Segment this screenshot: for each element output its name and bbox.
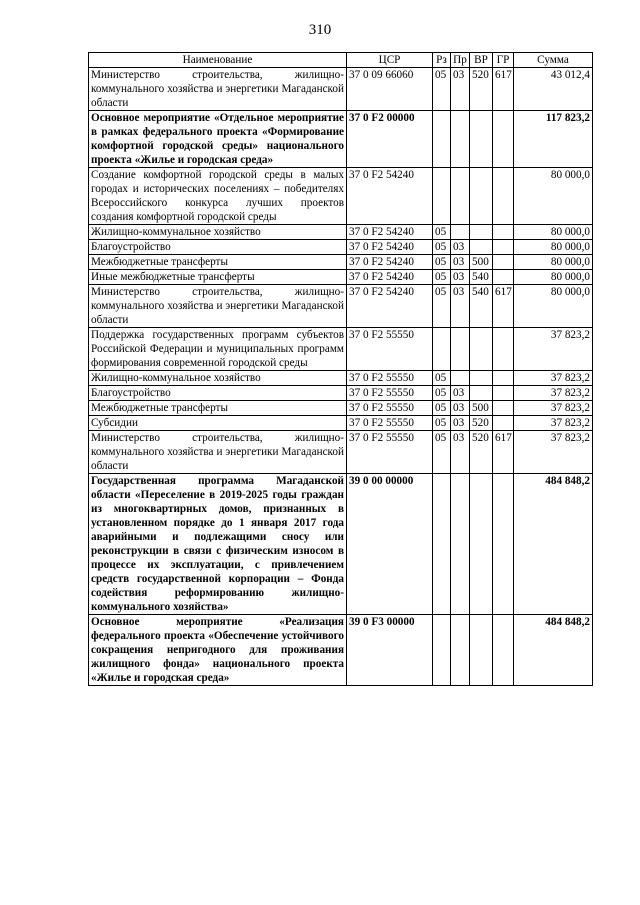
- cell-name: Министерство строительства, жилищно-коммунального хозяйства и энергетики Магаданской области: [89, 68, 347, 111]
- cell-name: Создание комфортной городской среды в малых городах и исторических поселениях – победителях Всероссийского конкурса лучших проектов создания комфортной городской среды: [89, 168, 347, 225]
- cell-vr: 520: [470, 68, 493, 111]
- cell-name: Основное мероприятие «Отдельное мероприятие в рамках федерального проекта «Формирование комфортной городской среды» национального проекта «Жилье и городская среда»: [89, 111, 347, 168]
- cell-pr: 03: [451, 68, 470, 111]
- cell-name: Иные межбюджетные трансферты: [89, 270, 347, 285]
- header-sum: Сумма: [514, 53, 593, 68]
- cell-vr: 500: [470, 255, 493, 270]
- cell-pr: 03: [451, 416, 470, 431]
- cell-rz: [433, 328, 451, 371]
- cell-gr: [493, 386, 514, 401]
- cell-gr: [493, 416, 514, 431]
- cell-sum: 37 823,2: [514, 371, 593, 386]
- cell-csr: 37 0 F2 55550: [347, 401, 433, 416]
- cell-rz: 05: [433, 270, 451, 285]
- cell-rz: 05: [433, 416, 451, 431]
- cell-pr: 03: [451, 401, 470, 416]
- cell-csr: 39 0 00 00000: [347, 474, 433, 615]
- cell-gr: [493, 168, 514, 225]
- cell-pr: [451, 371, 470, 386]
- cell-pr: [451, 474, 470, 615]
- cell-rz: 05: [433, 401, 451, 416]
- cell-csr: 39 0 F3 00000: [347, 615, 433, 686]
- cell-vr: 540: [470, 285, 493, 328]
- cell-sum: 80 000,0: [514, 240, 593, 255]
- cell-vr: 540: [470, 270, 493, 285]
- table-row: [89, 386, 593, 401]
- cell-rz: [433, 474, 451, 615]
- cell-gr: [493, 255, 514, 270]
- cell-rz: 05: [433, 255, 451, 270]
- cell-sum: 80 000,0: [514, 255, 593, 270]
- cell-vr: [470, 111, 493, 168]
- cell-csr: 37 0 F2 55550: [347, 431, 433, 474]
- cell-vr: 520: [470, 416, 493, 431]
- header-vr: ВР: [470, 53, 493, 68]
- table-header-row: [89, 53, 593, 68]
- cell-vr: 520: [470, 431, 493, 474]
- cell-sum: 80 000,0: [514, 225, 593, 240]
- table-row: [89, 225, 593, 240]
- cell-pr: 03: [451, 270, 470, 285]
- cell-rz: 05: [433, 285, 451, 328]
- cell-csr: 37 0 F2 00000: [347, 111, 433, 168]
- table-row: [89, 401, 593, 416]
- cell-csr: 37 0 F2 55550: [347, 328, 433, 371]
- cell-sum: 80 000,0: [514, 168, 593, 225]
- cell-rz: 05: [433, 371, 451, 386]
- table-row: [89, 615, 593, 686]
- cell-gr: [493, 615, 514, 686]
- cell-name: Поддержка государственных программ субъектов Российской Федерации и муниципальных программ формирования современной городской среды: [89, 328, 347, 371]
- cell-sum: 484 848,2: [514, 474, 593, 615]
- cell-name: Министерство строительства, жилищно-коммунального хозяйства и энергетики Магаданской области: [89, 285, 347, 328]
- header-csr: ЦСР: [347, 53, 433, 68]
- table-row: [89, 371, 593, 386]
- cell-pr: 03: [451, 255, 470, 270]
- cell-name: Основное мероприятие «Реализация федерального проекта «Обеспечение устойчивого сокращения непригодного для проживания жилищного фонда» национального проекта «Жилье и городская среда»: [89, 615, 347, 686]
- cell-pr: 03: [451, 240, 470, 255]
- cell-sum: 80 000,0: [514, 270, 593, 285]
- cell-csr: 37 0 F2 55550: [347, 386, 433, 401]
- cell-gr: 617: [493, 68, 514, 111]
- cell-csr: 37 0 F2 54240: [347, 225, 433, 240]
- cell-pr: [451, 168, 470, 225]
- cell-pr: 03: [451, 386, 470, 401]
- cell-csr: 37 0 F2 54240: [347, 285, 433, 328]
- cell-sum: 117 823,2: [514, 111, 593, 168]
- table-row: [89, 431, 593, 474]
- header-rz: Рз: [433, 53, 451, 68]
- cell-name: Субсидии: [89, 416, 347, 431]
- cell-csr: 37 0 F2 54240: [347, 255, 433, 270]
- cell-rz: [433, 168, 451, 225]
- cell-rz: 05: [433, 68, 451, 111]
- cell-pr: 03: [451, 431, 470, 474]
- table-row: [89, 255, 593, 270]
- cell-gr: [493, 474, 514, 615]
- cell-vr: 500: [470, 401, 493, 416]
- cell-vr: [470, 225, 493, 240]
- cell-rz: 05: [433, 386, 451, 401]
- cell-pr: [451, 615, 470, 686]
- cell-sum: 37 823,2: [514, 431, 593, 474]
- cell-csr: 37 0 F2 54240: [347, 168, 433, 225]
- budget-table: [88, 52, 593, 686]
- cell-name: Межбюджетные трансферты: [89, 401, 347, 416]
- cell-pr: [451, 225, 470, 240]
- cell-vr: [470, 474, 493, 615]
- cell-vr: [470, 328, 493, 371]
- cell-sum: 37 823,2: [514, 401, 593, 416]
- table-row: [89, 285, 593, 328]
- cell-csr: 37 0 F2 54240: [347, 270, 433, 285]
- cell-rz: 05: [433, 225, 451, 240]
- cell-pr: [451, 111, 470, 168]
- cell-vr: [470, 386, 493, 401]
- cell-name: Благоустройство: [89, 240, 347, 255]
- table-row: [89, 474, 593, 615]
- cell-csr: 37 0 09 66060: [347, 68, 433, 111]
- cell-sum: 37 823,2: [514, 328, 593, 371]
- cell-csr: 37 0 F2 54240: [347, 240, 433, 255]
- cell-gr: [493, 328, 514, 371]
- cell-vr: [470, 168, 493, 225]
- cell-gr: [493, 371, 514, 386]
- table-row: [89, 416, 593, 431]
- cell-gr: 617: [493, 431, 514, 474]
- cell-gr: [493, 240, 514, 255]
- cell-pr: 03: [451, 285, 470, 328]
- table-row: [89, 270, 593, 285]
- cell-name: Межбюджетные трансферты: [89, 255, 347, 270]
- cell-csr: 37 0 F2 55550: [347, 371, 433, 386]
- cell-gr: [493, 225, 514, 240]
- cell-rz: 05: [433, 431, 451, 474]
- cell-pr: [451, 328, 470, 371]
- table-row: [89, 111, 593, 168]
- header-name: Наименование: [89, 53, 347, 68]
- header-pr: Пр: [451, 53, 470, 68]
- table-row: [89, 328, 593, 371]
- header-gr: ГР: [493, 53, 514, 68]
- table-row: [89, 68, 593, 111]
- cell-rz: [433, 111, 451, 168]
- cell-sum: 37 823,2: [514, 416, 593, 431]
- cell-name: Государственная программа Магаданской области «Переселение в 2019-2025 годы граждан из многоквартирных домов, признанных в установленном порядке до 1 января 2017 года аварийными и подлежащими сносу или реконструкции в связи с физическим износом в процессе их эксплуатации, с привлечением средств государственной корпорации – Фонда содействия реформированию жилищно-коммунального хозяйства»: [89, 474, 347, 615]
- cell-sum: 43 012,4: [514, 68, 593, 111]
- cell-name: Жилищно-коммунальное хозяйство: [89, 371, 347, 386]
- cell-vr: [470, 615, 493, 686]
- cell-csr: 37 0 F2 55550: [347, 416, 433, 431]
- cell-vr: [470, 371, 493, 386]
- cell-gr: 617: [493, 285, 514, 328]
- cell-name: Министерство строительства, жилищно-коммунального хозяйства и энергетики Магаданской области: [89, 431, 347, 474]
- cell-vr: [470, 240, 493, 255]
- table-row: [89, 168, 593, 225]
- cell-sum: 484 848,2: [514, 615, 593, 686]
- page-number: 310: [308, 22, 332, 38]
- cell-name: Благоустройство: [89, 386, 347, 401]
- cell-name: Жилищно-коммунальное хозяйство: [89, 225, 347, 240]
- cell-rz: [433, 615, 451, 686]
- cell-gr: [493, 111, 514, 168]
- cell-sum: 80 000,0: [514, 285, 593, 328]
- table-body: [89, 68, 593, 686]
- table-row: [89, 240, 593, 255]
- cell-gr: [493, 401, 514, 416]
- cell-gr: [493, 270, 514, 285]
- cell-sum: 37 823,2: [514, 386, 593, 401]
- cell-rz: 05: [433, 240, 451, 255]
